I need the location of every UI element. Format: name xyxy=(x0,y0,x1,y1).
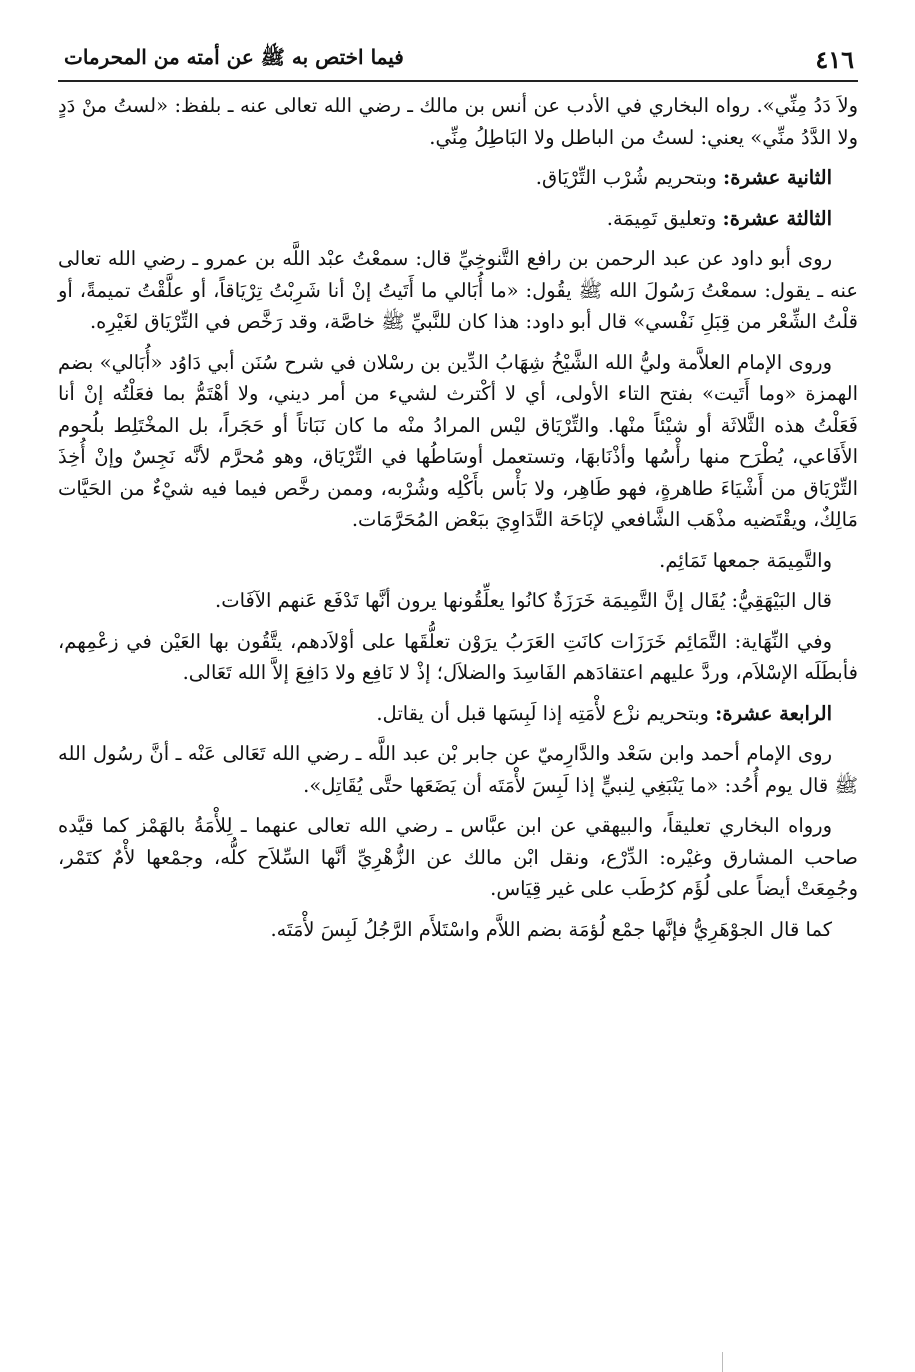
section-label: الرابعة عشرة: xyxy=(715,701,832,725)
paragraph-text: والتَّمِيمَة جمعها تَمَائِم. xyxy=(659,548,832,572)
paragraph-section-twelve xyxy=(58,162,858,194)
paragraph-bayhaqi xyxy=(58,585,858,617)
page-body xyxy=(58,90,858,945)
paragraph-text: وفي النِّهَاية: التَّمَائِم خَرَزَات كانَتِ العَرَبُ يرَوْن تعلُّقَها على أوْلاَدهم، يتَّقُون بها العَيْن في زعْمِهم، فأبطَلَه الإسْلاَم، وردَّ عليهم اعتقادَهم الفَاسِدَ والضلاَل؛ إذْ لا نَافِع ولا دَافِعَ إلاَّ الله تَعَالى. xyxy=(58,629,858,684)
paragraph-text: وبتحريم شُرْب التِّرْيَاق. xyxy=(535,166,717,189)
section-label: الثالثة عشرة: xyxy=(722,206,832,230)
section-label: الثانية عشرة: xyxy=(723,166,832,189)
paragraph-text: وبتحريم نزْع لأْمَتِه إذا لَبِسَها قبل أن يقاتل. xyxy=(376,701,709,725)
paragraph-section-thirteen xyxy=(58,203,858,235)
scan-artifact xyxy=(722,1352,723,1372)
paragraph-text: قال البَيْهَقِيُّ: يُقَال إنَّ التَّمِيمَة خَرَزَةٌ كانُوا يعلِّقُونها يرون أنَّها تَدْفَع عَنهم الآفَات. xyxy=(215,589,832,612)
paragraph-nihaya xyxy=(58,626,858,689)
paragraph-jawhari xyxy=(58,914,858,946)
page-header xyxy=(58,30,858,82)
paragraph-continuation xyxy=(58,90,858,153)
page-number: ٤١٦ xyxy=(815,45,854,74)
paragraph-text: ولاَ دَدُ مِنِّي». رواه البخاري في الأدب عن أنس بن مالك ـ رضي الله تعالى عنه ـ بلفظ: «لستُ منْ دَدٍ ولا الدَّدُ منِّي» يعني: لستُ من الباطل ولا البَاطِلُ مِنِّي. xyxy=(58,94,858,149)
book-page xyxy=(58,30,858,1350)
paragraph-bukhari-lamah xyxy=(58,810,858,905)
paragraph-abu-dawud xyxy=(58,243,858,338)
paragraph-text: ورواه البخاري تعليقاً، والبيهقي عن ابن عبَّاس ـ رضي الله تعالى عنهما ـ لِلأْمَةُ بالهَمْز كما قيَّده صاحب المشارق وغيْره: الدِّرْع، ونقل ابْن مالك عن الزُّهْرِيِّ أنَّها السِّلاَح كلُّه، وجمْعها لأْمٌ كتَمْر، وجُمِعَتْ أيضاً على لُؤَم كرُطَب على غير قِيَاس. xyxy=(58,814,858,900)
paragraph-section-fourteen xyxy=(58,698,858,730)
paragraph-text: كما قال الجوْهَرِيُّ فإنَّها جمْع لُؤمَة بضم اللاَّم واسْتَلأَم الرَّجُلُ لَبِسَ لأْمَتَه. xyxy=(270,917,832,941)
paragraph-text: وتعليق تَمِيمَة. xyxy=(606,206,717,230)
paragraph-ibn-raslan xyxy=(58,347,858,536)
paragraph-text: روى أبو داود عن عبد الرحمن بن رافع التَّنوخِيِّ قال: سمعْتُ عبْد اللَّه بن عمرو ـ رضي الله تعالى عنه ـ يقول: سمعْتُ رَسُولَ الله ﷺ يقُول: «ما أُبَالي ما أَتَيتُ إنْ أنا شَرِبْتُ تِرْيَاقاً، أو علَّقْتُ تميمةً، أو قلْتُ الشِّعْر من قِبَلِ نَفْسي» قال أبو داود: هذا كان للنَّبيِّ ﷺ خاصَّة، وقد رَخَّص في التِّرْيَاق لغَيْرِه. xyxy=(58,247,858,333)
running-title: فيما اختص به ﷺ عن أمته من المحرمات xyxy=(64,45,404,69)
paragraph-text: وروى الإمام العلاَّمة وليُّ الله الشَّيْخُ شِهَابُ الدِّين بن رسْلان في شرح سُنَن أبي دَاوُد «أُبَالي» بضم الهمزة «وما أَتَيت» بفتح التاء الأولى، أي لا أكْترث لشيء من أمر ديني، ولا أهْتَمُّ بما فعَلْتُه إنْ أنا فَعَلْتُ هذه الثَّلاثَة أو شيْئاً منْها. والتِّرْيَاق ليْس المرادُ منْه ما كان نَبَاتاً أو حَجَراً، بل المخْتَلِط بلُحوم الأَفَاعي، يُطْرَح منها رأْسُها وأذْنَابهَا، وتستعمل أوسَاطُها في التِّرْيَاق، وهو مُحرَّم لأنَّه نَجِسٌ وإنْ أُخِذَ التِّرْيَاق من أَشْيَاءَ طاهرةٍ، فهو طَاهِر، ولا بَأْس بأَكْلِه وشُرْبه، وممن رخَّص فيما فيه شيْءٌ من الحَيَّات مَالِكٌ، ويقْتَضيه مذْهَب الشَّافعي لإبَاحَة التَّدَاوِيَ ببَعْض المُحَرَّمَات. xyxy=(58,350,858,531)
paragraph-tamima-plural xyxy=(58,545,858,577)
paragraph-imam-ahmad xyxy=(58,738,858,801)
paragraph-text: روى الإمام أحمد وابن سَعْد والدَّارِميّ عن جابر بْن عبد اللَّه ـ رضي الله تَعَالى عَنْه ـ أنَّ رسُول الله ﷺ قال يوم أُحُد: «ما يَنْبَغِي لِنبيٍّ إذا لَبِسَ لأْمَتَه أن يَضَعَها حتَّى يُقَاتِل». xyxy=(58,742,858,797)
